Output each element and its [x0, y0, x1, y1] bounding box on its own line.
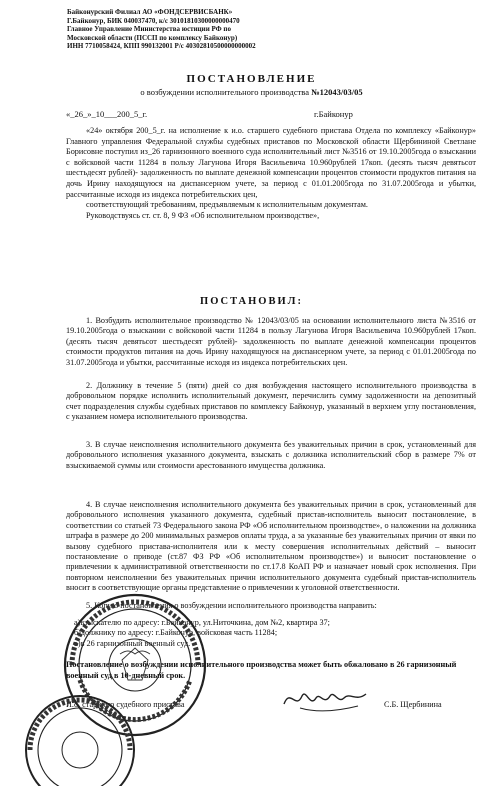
intro-paragraph: «24» октября 200_5_г. на исполнение к и.о. старшего судебного пристава Отдела по комплексу «Байконур» Главного управления Федеральной службы судебных приставов по Московской области Щербининой Светлане Борисовне поступил из_26 гарнизонного военного суда исполнительный лист №3516 от 19.10.2005года о взыскании с войсковой части 11284 в пользу Лагунова Игоря Васильевича 10.960рублей 17коп. (десять тысяч девятьсот шестьдесят рублей)- задолженность по выплате денежной компенсации процентов стоимости продуктов питания на дочь Ирину находящуюся на диспансерном учете, за период с 01.01.2005года по 31.07.2005года и убытки, рассчитанные исходя из индекса потребительских цен,: [66, 126, 476, 199]
resolution-item-4: 4. В случае неисполнения исполнительного документа без уважительных причин в срок, установленный для добровольного исполнения указанного документа, судебный пристав-исполнитель выносит постановление, в соответствии со статьей 73 Федерального закона РФ «Об исполнительном производстве», о наложении на должника штрафа в размере до 200 минимальных размеров оплаты труда, а за указанные без уважительных причин от явки по вызову судебного пристава-исполнителя или к месту совершения исполнительных действий – выносит постановление о приводе (ст.87 ФЗ РФ «Об исполнительном производстве») и выносит постановление о привлечении к административной ответственности по ст.17.8 КоАП РФ и назначает новый срок исполнения. При повторном неисполнении без уважительных причин исполнительного документа судебный пристав-исполнитель вносит в соответствующие органы представление о привлечении к уголовной ответственности.: [66, 500, 476, 593]
intro-paragraph: Руководствуясь ст. ст. 8, 9 ФЗ «Об исполнительном производстве»,: [86, 210, 320, 220]
document-subtitle: [0, 87, 503, 97]
signer-name: С.Б. Щербинина: [384, 700, 442, 709]
round-stamp-lower: [20, 690, 140, 786]
document-city: г.Байконур: [314, 109, 353, 119]
intro-paragraph: соответствующий требованиям, предъявляемым к исполнительным документам.: [86, 200, 368, 210]
document-title: ПОСТАНОВЛЕНИЕ: [186, 73, 317, 85]
handwritten-signature: [280, 682, 370, 716]
resolution-item-5: 5. Копию постановления о возбуждении исполнительного производства направить:: [86, 601, 377, 610]
case-number: №12043/03/05: [311, 87, 363, 97]
appeal-note: Постановление о возбуждении исполнительного производства может быть обжаловано в 26 гарнизонный военный суд в 10-дневный срок.: [66, 660, 457, 680]
subtitle-prefix: о возбуждении исполнительного производства: [140, 87, 309, 97]
signer-position: И.о. старшего судебного пристава: [66, 700, 185, 709]
recipient-item: б)должнику по адресу: г.Байконур, войсковая часть 11284;: [74, 628, 278, 638]
resolution-heading: ПОСТАНОВИЛ:: [200, 296, 303, 307]
intro-block: [66, 126, 476, 221]
recipient-item: а)взыскателю по адресу: г.Байконур, ул.Ниточкина, дом №2, квартира 37;: [74, 618, 330, 627]
recipient-item: в)в 26 гарнизонный военный суд.: [74, 638, 191, 648]
header-line: ИНН 7710058424, КПП 990132001 Р/с 40302810500000000002: [67, 42, 256, 51]
header-line: Байконурский Филиал АО «ФОНДСЕРВИСБАНК»: [67, 8, 233, 16]
header-line: Московской области (ПССП по комплексу Байконур): [67, 33, 238, 42]
bank-requisites-header: [67, 8, 367, 51]
resolution-item-1: 1. Возбудить исполнительное производство № 12043/03/05 на основании исполнительного листа №3516 от 19.10.2005года о взыскании с войсковой части 11284 в пользу Лагунова Игоря Васильевича 10.960рублей 17коп. (десять тысяч девятьсот шестьдесят рублей)- задолженность по выплате денежной компенсации процентов стоимости продуктов питания на дочь Ирину находящуюся на диспансерном учете, за период с 01.01.2005года по 31.07.2005года и убытки, рассчитанные исходя из индекса потребительских цен.: [66, 316, 476, 367]
header-line: Главное Управление Министерства юстиции РФ по: [67, 25, 231, 34]
document-date: «_26_»_10___200_5_г.: [66, 109, 148, 119]
header-line: Г.Байконур, БИК 040037470, к/с 30101810300000000470: [67, 16, 240, 25]
resolution-item-3: 3. В случае неисполнения исполнительного документа без уважительных причин в срок, установленный для добровольного исполнения указанного документа, взыскать с должника исполнительский сбор в размере 7% от взыскиваемой суммы или стоимости арестованного имущества должника.: [66, 440, 476, 470]
resolution-item-2: 2. Должнику в течение 5 (пяти) дней со дня возбуждения настоящего исполнительного производства в добровольном порядке исполнить исполнительный документ, перечислить сумму задолженности на депозитный счет подразделения службы судебных приставов по комплексу Байконур, указанный в верхнем углу постановления, с указанием номера исполнительного производства.: [66, 381, 476, 422]
